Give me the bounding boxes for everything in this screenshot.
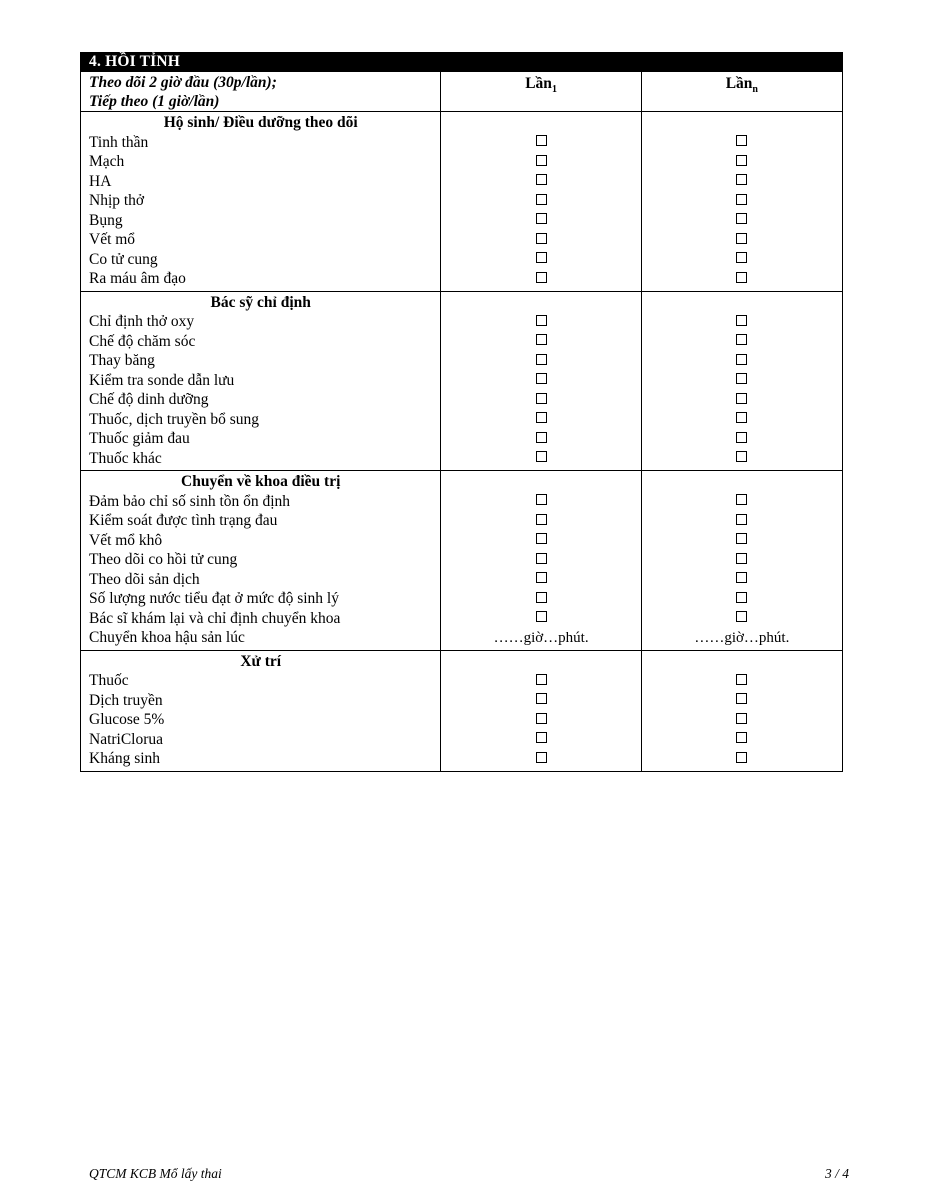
- check-line: [441, 589, 640, 609]
- column-header-nth-sub: n: [752, 84, 758, 96]
- item-label: Nhịp thở: [89, 192, 145, 209]
- check-line: [441, 410, 640, 430]
- item-label: Số lượng nước tiểu đạt ở mức độ sinh lý: [89, 590, 339, 607]
- spacer: [441, 292, 640, 313]
- check-line: [642, 449, 842, 469]
- check-line: [642, 511, 842, 531]
- checkbox[interactable]: [736, 135, 747, 146]
- check-line: [642, 250, 842, 270]
- frequency-line-1: Theo dõi 2 giờ đầu (30p/lần);: [89, 74, 277, 91]
- checkbox[interactable]: [736, 155, 747, 166]
- item-label: Bụng: [89, 211, 123, 229]
- item-label: Mạch: [89, 153, 125, 170]
- check-line: [441, 449, 640, 469]
- check-line: [441, 492, 640, 512]
- transfer-time-field[interactable]: ……giờ…phút.: [694, 630, 790, 646]
- check-line: [642, 172, 842, 192]
- item-label: Dịch truyền: [89, 691, 163, 709]
- check-line: [441, 511, 640, 531]
- item-label: Thuốc khác: [89, 449, 162, 467]
- checkbox[interactable]: [736, 533, 747, 544]
- section-check-cell-first: [441, 112, 641, 292]
- checkbox[interactable]: [536, 194, 547, 205]
- section-label-cell: [81, 471, 441, 651]
- checkbox[interactable]: [536, 533, 547, 544]
- checkbox[interactable]: [536, 373, 547, 384]
- checkbox[interactable]: [736, 194, 747, 205]
- checkbox[interactable]: [736, 334, 747, 345]
- check-line: [642, 429, 842, 449]
- checkbox[interactable]: [736, 412, 747, 423]
- check-line: [441, 429, 640, 449]
- checkbox[interactable]: [736, 611, 747, 622]
- checkbox[interactable]: [536, 393, 547, 404]
- section-header-row: [81, 53, 843, 72]
- checkbox[interactable]: [536, 412, 547, 423]
- item-label: Tinh thần: [89, 133, 149, 151]
- item-label: Bác sĩ khám lại và chỉ định chuyển khoa: [89, 609, 341, 627]
- column-header-nth-label: Lần: [725, 75, 753, 92]
- check-line: [441, 730, 640, 750]
- item-label: Co tử cung: [89, 250, 158, 268]
- checkbox[interactable]: [536, 334, 547, 345]
- check-line: [642, 371, 842, 391]
- check-line: [441, 550, 640, 570]
- check-line: [441, 749, 640, 769]
- checkbox[interactable]: [736, 393, 747, 404]
- checkbox[interactable]: [536, 354, 547, 365]
- check-line: [441, 133, 640, 153]
- checkbox[interactable]: [736, 553, 747, 564]
- recovery-form-table: [80, 52, 843, 772]
- section-label-cell: [81, 112, 441, 292]
- checkbox[interactable]: [736, 315, 747, 326]
- column-header-first-sub: 1: [551, 84, 557, 96]
- column-header-first-label: Lần: [525, 75, 552, 92]
- check-line: [642, 410, 842, 430]
- checkbox[interactable]: [736, 752, 747, 763]
- item-label: NatriClorua: [89, 730, 164, 748]
- spacer: [441, 471, 640, 492]
- checkbox[interactable]: [536, 494, 547, 505]
- spacer: [642, 112, 842, 133]
- check-line: [441, 390, 640, 410]
- column-header-nth: [641, 72, 842, 112]
- check-line: [441, 152, 640, 172]
- item-label: Theo dõi sản dịch: [89, 570, 200, 588]
- frequency-line-2: Tiếp theo (1 giờ/lần): [89, 93, 220, 110]
- checkbox[interactable]: [736, 514, 747, 525]
- checkbox[interactable]: [736, 674, 747, 685]
- checkbox[interactable]: [536, 174, 547, 185]
- check-line: [441, 371, 640, 391]
- section-row: [81, 291, 843, 471]
- check-line: [441, 332, 640, 352]
- checkbox[interactable]: [536, 553, 547, 564]
- check-line: [642, 570, 842, 590]
- checkbox[interactable]: [736, 174, 747, 185]
- checkbox[interactable]: [736, 713, 747, 724]
- checkbox[interactable]: [736, 592, 747, 603]
- item-label: Glucose 5%: [89, 711, 165, 728]
- item-label: Ra máu âm đạo: [89, 270, 186, 287]
- checkbox[interactable]: [536, 752, 547, 763]
- item-label: Kiểm tra sonde dẫn lưu: [89, 371, 235, 389]
- item-label: Theo dõi co hồi tử cung: [89, 551, 238, 568]
- check-line: [441, 570, 640, 590]
- section-check-cell-first: [441, 291, 641, 471]
- check-line: [642, 332, 842, 352]
- check-line: [642, 230, 842, 250]
- check-line: [441, 211, 640, 231]
- item-label: Chuyển khoa hậu sản lúc: [89, 629, 245, 646]
- item-label: Chế độ chăm sóc: [89, 332, 196, 350]
- footer-page-number: 3 / 4: [824, 1166, 849, 1181]
- section-check-cell-nth: [641, 471, 842, 651]
- section-label-cell: [81, 650, 441, 771]
- check-line: [642, 710, 842, 730]
- checkbox[interactable]: [536, 572, 547, 583]
- check-line: [642, 589, 842, 609]
- check-line: [642, 312, 842, 332]
- checkbox[interactable]: [536, 514, 547, 525]
- checkbox[interactable]: [536, 592, 547, 603]
- checkbox[interactable]: [536, 451, 547, 462]
- item-label: Vết mổ khô: [89, 531, 163, 549]
- checkbox[interactable]: [736, 432, 747, 443]
- check-line: [441, 671, 640, 691]
- spacer: [441, 651, 640, 672]
- section-title: Xử trí: [240, 652, 282, 670]
- item-label: Thuốc: [89, 672, 129, 689]
- monitoring-frequency-cell: [81, 72, 441, 112]
- footer-document-title: QTCM KCB Mổ lấy thai: [89, 1166, 222, 1181]
- checkbox[interactable]: [736, 373, 747, 384]
- check-line: [642, 671, 842, 691]
- check-line: [441, 250, 640, 270]
- checkbox[interactable]: [536, 693, 547, 704]
- item-label: Đảm bảo chỉ số sinh tồn ổn định: [89, 492, 291, 510]
- checkbox[interactable]: [536, 213, 547, 224]
- check-line: [441, 351, 640, 371]
- check-line: [642, 351, 842, 371]
- check-line: [441, 691, 640, 711]
- section-header: 4. HỒI TỈNH: [81, 53, 843, 72]
- section-row: [81, 112, 843, 292]
- checkbox[interactable]: [536, 432, 547, 443]
- section-check-cell-nth: [641, 291, 842, 471]
- checkbox[interactable]: [736, 494, 747, 505]
- check-line: [441, 269, 640, 289]
- section-label-cell: [81, 291, 441, 471]
- checkbox[interactable]: [536, 272, 547, 283]
- check-line: [642, 133, 842, 153]
- checkbox[interactable]: [736, 732, 747, 743]
- spacer: [441, 112, 640, 133]
- item-label: Kiểm soát được tình trạng đau: [89, 512, 278, 529]
- checkbox[interactable]: [736, 233, 747, 244]
- section-check-cell-first: [441, 471, 641, 651]
- check-line: [642, 211, 842, 231]
- item-label: Thuốc giảm đau: [89, 430, 190, 447]
- check-line: [642, 749, 842, 769]
- checkbox[interactable]: [536, 252, 547, 263]
- item-label: Thuốc, dịch truyền bổ sung: [89, 410, 260, 428]
- check-line: [441, 230, 640, 250]
- item-label: Chế độ dinh dưỡng: [89, 391, 209, 408]
- section-title: Bác sỹ chỉ định: [210, 293, 311, 311]
- check-line: [642, 691, 842, 711]
- check-line: [441, 609, 640, 629]
- check-line: [642, 390, 842, 410]
- column-header-first: [441, 72, 641, 112]
- check-line: [441, 191, 640, 211]
- checkbox[interactable]: [536, 155, 547, 166]
- checkbox[interactable]: [736, 354, 747, 365]
- checkbox[interactable]: [536, 611, 547, 622]
- check-line: [441, 628, 640, 648]
- check-line: [441, 710, 640, 730]
- checkbox[interactable]: [736, 213, 747, 224]
- check-line: [642, 269, 842, 289]
- item-label: HA: [89, 172, 112, 190]
- section-check-cell-nth: [641, 650, 842, 771]
- section-row: [81, 650, 843, 771]
- item-label: Thay băng: [89, 352, 155, 369]
- section-title: Chuyển về khoa điều trị: [181, 473, 341, 490]
- spacer: [642, 292, 842, 313]
- section-check-cell-nth: [641, 112, 842, 292]
- item-label: Chỉ định thở oxy: [89, 313, 195, 330]
- item-label: Kháng sinh: [89, 750, 161, 767]
- checkbox[interactable]: [736, 272, 747, 283]
- check-line: [642, 628, 842, 648]
- transfer-time-field[interactable]: ……giờ…phút.: [493, 630, 589, 646]
- checkbox[interactable]: [736, 693, 747, 704]
- checkbox[interactable]: [536, 135, 547, 146]
- check-line: [441, 172, 640, 192]
- checkbox[interactable]: [536, 674, 547, 685]
- section-title: Hộ sinh/ Điều dưỡng theo dõi: [163, 114, 358, 131]
- spacer: [642, 651, 842, 672]
- check-line: [441, 531, 640, 551]
- check-line: [441, 312, 640, 332]
- section-check-cell-first: [441, 650, 641, 771]
- check-line: [642, 550, 842, 570]
- section-row: [81, 471, 843, 651]
- check-line: [642, 609, 842, 629]
- spacer: [642, 471, 842, 492]
- checkbox[interactable]: [536, 233, 547, 244]
- checkbox[interactable]: [536, 315, 547, 326]
- checkbox[interactable]: [736, 572, 747, 583]
- check-line: [642, 531, 842, 551]
- check-line: [642, 191, 842, 211]
- checkbox[interactable]: [736, 451, 747, 462]
- item-label: Vết mổ: [89, 231, 136, 248]
- check-line: [642, 730, 842, 750]
- checkbox[interactable]: [536, 732, 547, 743]
- check-line: [642, 492, 842, 512]
- check-line: [642, 152, 842, 172]
- checkbox[interactable]: [736, 252, 747, 263]
- checkbox[interactable]: [536, 713, 547, 724]
- header-row: [81, 72, 843, 112]
